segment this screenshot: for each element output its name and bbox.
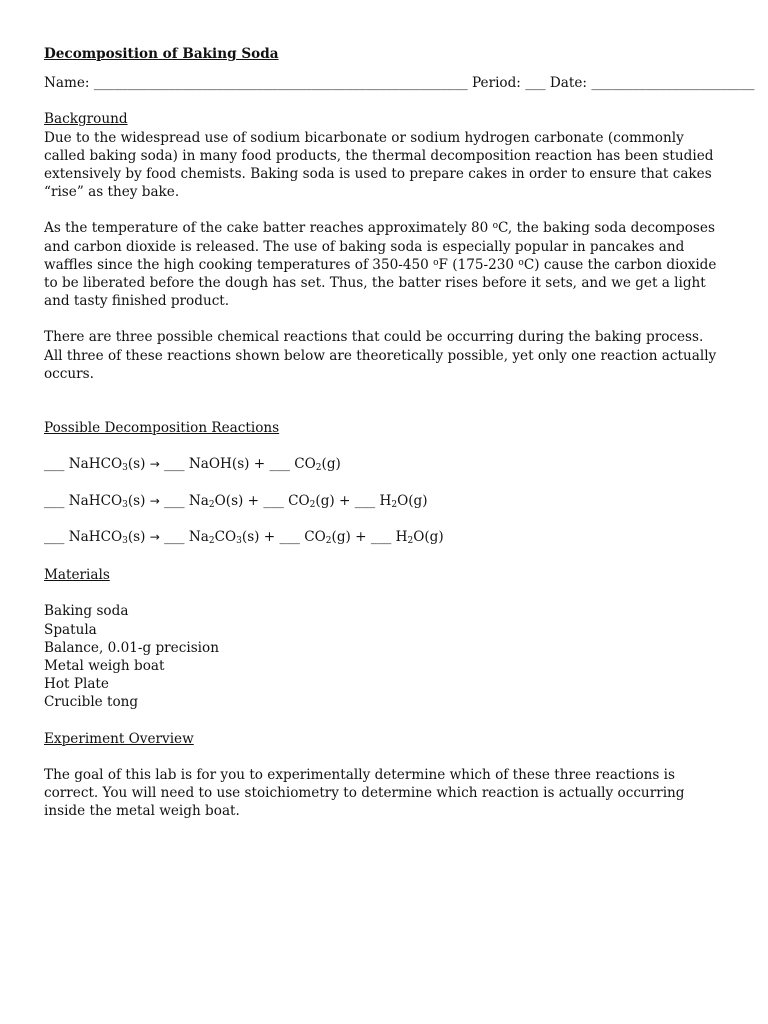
list-item: Baking soda bbox=[44, 603, 129, 620]
reaction-equation-3 bbox=[44, 528, 724, 546]
document-page bbox=[44, 45, 755, 820]
materials-list bbox=[44, 602, 724, 711]
overview-heading: Experiment Overview bbox=[44, 730, 194, 747]
coefficient-blank: ___ bbox=[263, 492, 284, 509]
materials-section bbox=[44, 566, 724, 711]
bg-p2-text-b: C, the baking soda decomposes and carbon dioxide is released. The use of baking soda is especially popular in pancakes and waffles since the high cooking temperatures of 350-450 bbox=[44, 220, 715, 273]
coefficient-blank: ___ bbox=[164, 529, 185, 546]
coefficient-blank: ___ bbox=[164, 492, 185, 509]
bg-p2-text-a: As the temperature of the cake batter reaches approximately 80 bbox=[44, 220, 493, 237]
degree-symbol: o bbox=[433, 257, 439, 268]
coefficient-blank: ___ bbox=[164, 456, 185, 473]
bg-p2-text-d: C) cause the carbon dioxide to be liberated before the dough has set. Thus, the batter rises before it sets, and we get a light and tasty finished product. bbox=[44, 256, 717, 310]
reactant-formula: NaHCO$_3$(s) bbox=[68, 492, 146, 510]
reactions-heading: Possible Decomposition Reactions bbox=[44, 420, 280, 437]
product-formula: $Na_2O(s)$ + bbox=[188, 492, 260, 510]
product-formula: $H_2O(g)$ bbox=[379, 492, 428, 510]
background-section bbox=[44, 110, 724, 383]
arrow-icon: → bbox=[149, 493, 160, 508]
degree-symbol: o bbox=[492, 221, 499, 232]
background-paragraph-3: There are three possible chemical reactions that could be occurring during the baking process. All three of these reactions shown below are theoretically possible, yet only one reaction actually occurs. bbox=[44, 329, 717, 382]
product-formula: $Na_2CO_3(s)$ + bbox=[188, 529, 276, 547]
arrow-icon: → bbox=[149, 457, 160, 472]
coefficient-blank: ___ bbox=[269, 456, 290, 473]
product-formula: $CO_2(g)$ bbox=[294, 456, 341, 474]
reactions-section bbox=[44, 419, 724, 546]
overview-paragraph: The goal of this lab is for you to experimentally determine which of these three reactions is correct. You will need to use stoichiometry to determine which reaction is actually occurring inside the metal weigh boat. bbox=[44, 766, 685, 820]
coefficient-blank: ___ bbox=[354, 492, 376, 509]
coefficient-blank: ___ bbox=[279, 529, 300, 546]
reaction-equation-2 bbox=[44, 492, 724, 510]
product-formula: $H_2O(g)$ bbox=[395, 529, 444, 547]
bg-p2-text-c: F (175-230 bbox=[438, 256, 519, 273]
background-paragraph-2 bbox=[44, 219, 724, 310]
document-title: Decomposition of Baking Soda bbox=[44, 46, 279, 62]
product-formula: $CO_2(g)$ + bbox=[288, 492, 351, 510]
degree-symbol: o bbox=[518, 257, 524, 268]
coefficient-blank: ___ bbox=[44, 529, 65, 546]
name-period-date-line: Name: _______________________________________________________ Period: ___ Date: ________________________ bbox=[44, 75, 755, 92]
overview-section bbox=[44, 730, 724, 821]
materials-heading: Materials bbox=[44, 567, 110, 584]
reaction-equation-1 bbox=[44, 455, 724, 473]
list-item: Metal weigh boat bbox=[44, 658, 165, 675]
reactant-formula: NaHCO$_3$(s) bbox=[68, 456, 146, 474]
arrow-icon: → bbox=[149, 530, 160, 545]
list-item: Hot Plate bbox=[44, 676, 109, 693]
product-formula: $CO_2(g)$ + bbox=[304, 529, 367, 547]
coefficient-blank: ___ bbox=[44, 492, 65, 509]
list-item: Spatula bbox=[44, 621, 97, 638]
background-heading: Background bbox=[44, 111, 128, 128]
background-paragraph-1: Due to the widespread use of sodium bicarbonate or sodium hydrogen carbonate (commonly called baking soda) in many food products, the thermal decomposition reaction has been studied extensively by food chemists. Baking soda is used to prepare cakes in order to ensure that cakes “rise” as they bake. bbox=[44, 129, 714, 201]
list-item: Balance, 0.01-g precision bbox=[44, 639, 219, 656]
reactant-formula: NaHCO$_3$(s) bbox=[68, 529, 146, 547]
product-formula: NaOH(s) + bbox=[188, 456, 266, 473]
coefficient-blank: ___ bbox=[44, 456, 65, 473]
coefficient-blank: ___ bbox=[370, 529, 392, 546]
list-item: Crucible tong bbox=[44, 694, 139, 711]
